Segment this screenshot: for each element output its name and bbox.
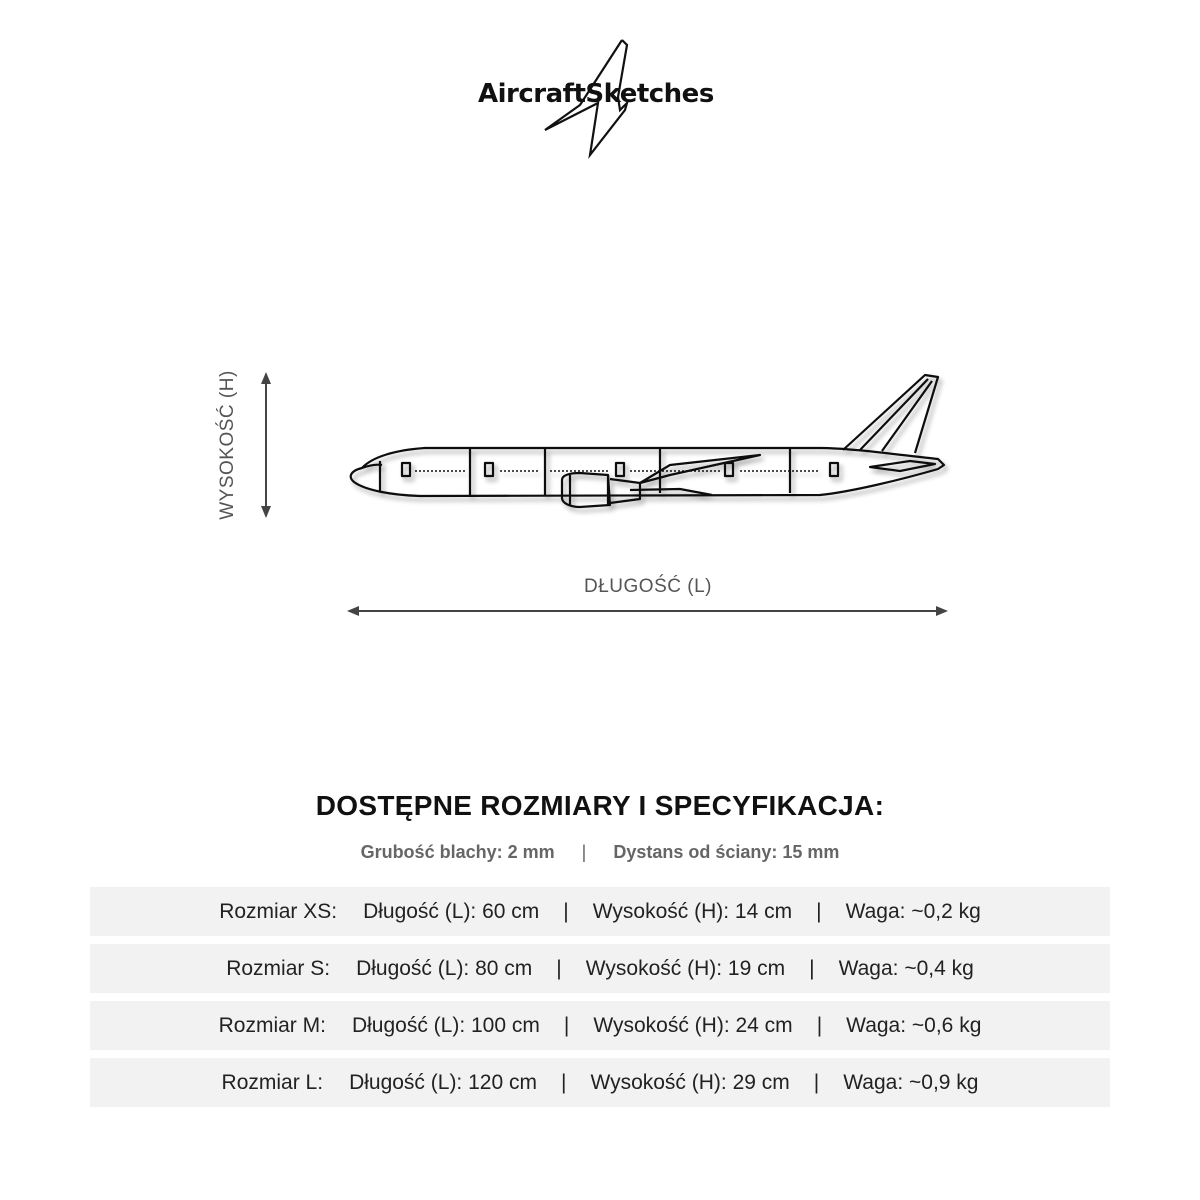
size-weight: Waga: ~0,4 kg — [838, 956, 974, 980]
size-height: Wysokość (H): 24 cm — [593, 1013, 793, 1037]
wall-distance: Dystans od ściany: 15 mm — [613, 842, 840, 862]
height-arrow-icon — [256, 370, 276, 520]
length-arrow-icon — [345, 603, 950, 619]
size-weight: Waga: ~0,2 kg — [845, 899, 981, 923]
size-name: Rozmiar L: — [221, 1070, 324, 1094]
size-height: Wysokość (H): 19 cm — [585, 956, 786, 980]
length-label: DŁUGOŚĆ (L) — [584, 576, 712, 597]
specs-subtitle — [0, 842, 1200, 863]
size-row-l — [90, 1058, 1110, 1107]
size-weight: Waga: ~0,6 kg — [846, 1013, 982, 1037]
height-label: WYSOKOŚĆ (H) — [217, 370, 238, 520]
sheet-thickness: Grubość blachy: 2 mm — [360, 842, 555, 862]
specs-title: DOSTĘPNE ROZMIARY I SPECYFIKACJA: — [315, 790, 885, 821]
size-row-xs — [90, 887, 1110, 936]
brand-name: AircraftSketches — [478, 79, 714, 109]
size-length: Długość (L): 80 cm — [356, 956, 533, 980]
separator: | — [563, 899, 569, 923]
size-name: Rozmiar XS: — [219, 899, 338, 923]
separator: | — [556, 956, 562, 980]
size-name: Rozmiar S: — [226, 956, 331, 980]
size-length: Długość (L): 120 cm — [349, 1070, 537, 1094]
size-length: Długość (L): 60 cm — [363, 899, 540, 923]
size-height: Wysokość (H): 14 cm — [592, 899, 793, 923]
size-length: Długość (L): 100 cm — [351, 1013, 540, 1037]
separator: | — [560, 1070, 567, 1094]
size-table — [90, 887, 1110, 1115]
size-name: Rozmiar M: — [218, 1013, 326, 1037]
separator: | — [816, 1013, 823, 1037]
size-height: Wysokość (H): 29 cm — [590, 1070, 790, 1094]
separator: | — [813, 1070, 820, 1094]
separator: | — [809, 956, 815, 980]
airplane-sketch — [340, 365, 960, 525]
size-row-m — [90, 1001, 1110, 1050]
separator: | — [581, 842, 587, 862]
separator: | — [816, 899, 822, 923]
aircraftsketches-logo — [470, 35, 730, 160]
size-weight: Waga: ~0,9 kg — [843, 1070, 979, 1094]
separator: | — [563, 1013, 570, 1037]
size-row-s — [90, 944, 1110, 993]
